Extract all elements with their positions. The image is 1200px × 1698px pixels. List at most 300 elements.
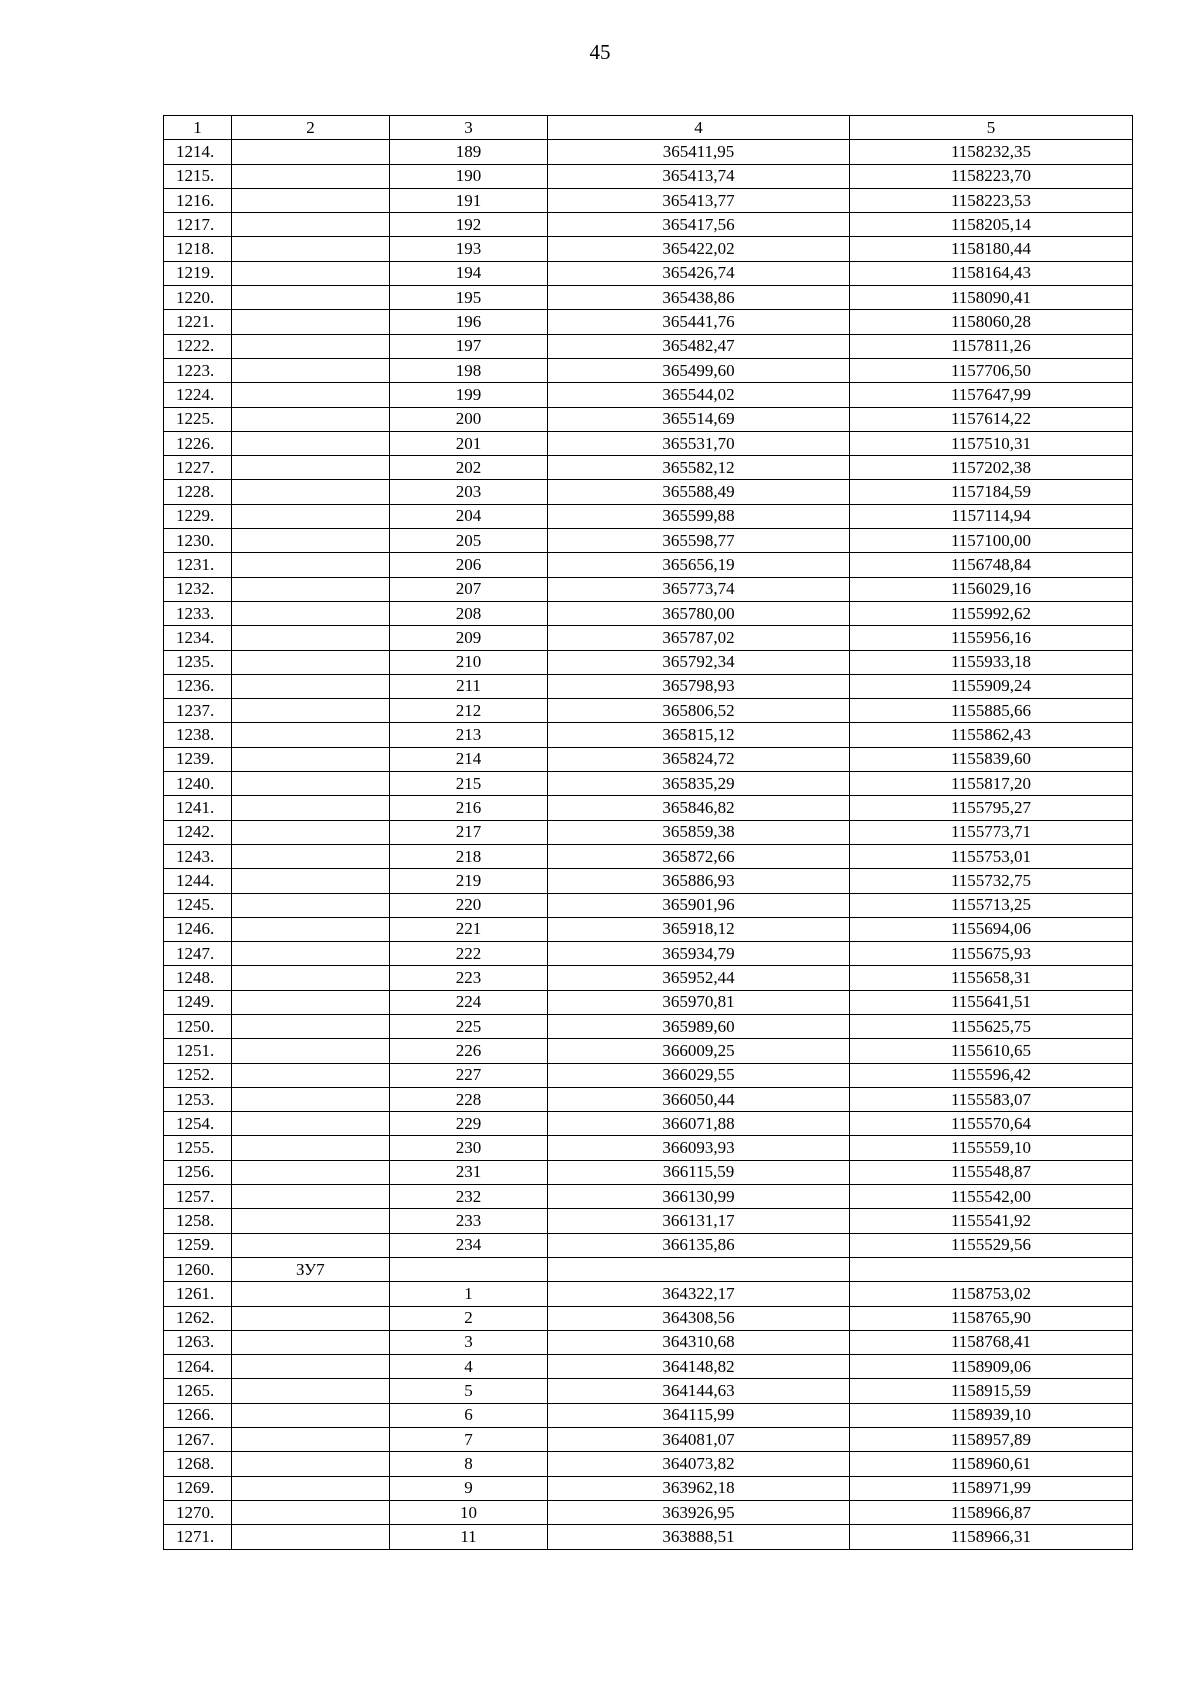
point-number-cell: 218 bbox=[390, 844, 548, 868]
table-body bbox=[164, 140, 1133, 1549]
plot-label-cell bbox=[232, 1063, 390, 1087]
x-coordinate-cell: 365413,77 bbox=[548, 188, 850, 212]
point-number-cell: 221 bbox=[390, 917, 548, 941]
x-coordinate-cell: 364148,82 bbox=[548, 1355, 850, 1379]
plot-label-cell bbox=[232, 1306, 390, 1330]
y-coordinate-cell: 1158164,43 bbox=[850, 261, 1133, 285]
table-row bbox=[164, 1452, 1133, 1476]
row-number-cell: 1223. bbox=[164, 358, 232, 382]
table-row bbox=[164, 1233, 1133, 1257]
y-coordinate-cell: 1158180,44 bbox=[850, 237, 1133, 261]
row-number-cell: 1240. bbox=[164, 772, 232, 796]
plot-label-cell bbox=[232, 1136, 390, 1160]
point-number-cell: 229 bbox=[390, 1112, 548, 1136]
y-coordinate-cell: 1155529,56 bbox=[850, 1233, 1133, 1257]
point-number-cell: 8 bbox=[390, 1452, 548, 1476]
row-number-cell: 1268. bbox=[164, 1452, 232, 1476]
row-number-cell: 1262. bbox=[164, 1306, 232, 1330]
table-row bbox=[164, 820, 1133, 844]
y-coordinate-cell: 1158768,41 bbox=[850, 1330, 1133, 1354]
plot-label-cell bbox=[232, 1403, 390, 1427]
point-number-cell: 227 bbox=[390, 1063, 548, 1087]
plot-label-cell bbox=[232, 650, 390, 674]
point-number-cell: 208 bbox=[390, 601, 548, 625]
y-coordinate-cell: 1158915,59 bbox=[850, 1379, 1133, 1403]
y-coordinate-cell: 1155583,07 bbox=[850, 1087, 1133, 1111]
y-coordinate-cell: 1155992,62 bbox=[850, 601, 1133, 625]
row-number-cell: 1248. bbox=[164, 966, 232, 990]
point-number-cell: 11 bbox=[390, 1525, 548, 1549]
point-number-cell: 199 bbox=[390, 383, 548, 407]
column-header: 3 bbox=[390, 116, 548, 140]
y-coordinate-cell: 1156748,84 bbox=[850, 553, 1133, 577]
plot-label-cell bbox=[232, 820, 390, 844]
x-coordinate-cell: 364308,56 bbox=[548, 1306, 850, 1330]
x-coordinate-cell: 365411,95 bbox=[548, 140, 850, 164]
table-row bbox=[164, 334, 1133, 358]
table-row bbox=[164, 990, 1133, 1014]
row-number-cell: 1229. bbox=[164, 504, 232, 528]
table-row bbox=[164, 286, 1133, 310]
x-coordinate-cell: 363962,18 bbox=[548, 1476, 850, 1500]
y-coordinate-cell: 1155795,27 bbox=[850, 796, 1133, 820]
table-row bbox=[164, 553, 1133, 577]
x-coordinate-cell: 365989,60 bbox=[548, 1014, 850, 1038]
table-row bbox=[164, 747, 1133, 771]
y-coordinate-cell: 1157510,31 bbox=[850, 431, 1133, 455]
x-coordinate-cell: 365773,74 bbox=[548, 577, 850, 601]
table-row bbox=[164, 699, 1133, 723]
x-coordinate-cell: 366131,17 bbox=[548, 1209, 850, 1233]
point-number-cell: 204 bbox=[390, 504, 548, 528]
row-number-cell: 1236. bbox=[164, 674, 232, 698]
table-row bbox=[164, 213, 1133, 237]
table-row bbox=[164, 383, 1133, 407]
x-coordinate-cell: 364144,63 bbox=[548, 1379, 850, 1403]
row-number-cell: 1260. bbox=[164, 1257, 232, 1281]
point-number-cell: 198 bbox=[390, 358, 548, 382]
coordinates-table bbox=[163, 115, 1133, 1550]
table-row bbox=[164, 601, 1133, 625]
x-coordinate-cell: 365952,44 bbox=[548, 966, 850, 990]
y-coordinate-cell: 1155548,87 bbox=[850, 1160, 1133, 1184]
y-coordinate-cell: 1157202,38 bbox=[850, 456, 1133, 480]
plot-label-cell bbox=[232, 213, 390, 237]
y-coordinate-cell: 1158960,61 bbox=[850, 1452, 1133, 1476]
plot-label-cell bbox=[232, 1355, 390, 1379]
y-coordinate-cell bbox=[850, 1257, 1133, 1281]
point-number-cell: 232 bbox=[390, 1185, 548, 1209]
point-number-cell bbox=[390, 1257, 548, 1281]
x-coordinate-cell: 365417,56 bbox=[548, 213, 850, 237]
row-number-cell: 1263. bbox=[164, 1330, 232, 1354]
row-number-cell: 1218. bbox=[164, 237, 232, 261]
x-coordinate-cell: 365780,00 bbox=[548, 601, 850, 625]
point-number-cell: 191 bbox=[390, 188, 548, 212]
x-coordinate-cell: 365656,19 bbox=[548, 553, 850, 577]
table-row bbox=[164, 1112, 1133, 1136]
y-coordinate-cell: 1155596,42 bbox=[850, 1063, 1133, 1087]
table-row bbox=[164, 772, 1133, 796]
row-number-cell: 1228. bbox=[164, 480, 232, 504]
x-coordinate-cell: 365438,86 bbox=[548, 286, 850, 310]
point-number-cell: 5 bbox=[390, 1379, 548, 1403]
x-coordinate-cell: 366093,93 bbox=[548, 1136, 850, 1160]
plot-label-cell bbox=[232, 601, 390, 625]
y-coordinate-cell: 1155694,06 bbox=[850, 917, 1133, 941]
x-coordinate-cell: 365859,38 bbox=[548, 820, 850, 844]
plot-label-cell bbox=[232, 1476, 390, 1500]
x-coordinate-cell: 365901,96 bbox=[548, 893, 850, 917]
y-coordinate-cell: 1155713,25 bbox=[850, 893, 1133, 917]
table-row bbox=[164, 1063, 1133, 1087]
row-number-cell: 1214. bbox=[164, 140, 232, 164]
y-coordinate-cell: 1155753,01 bbox=[850, 844, 1133, 868]
plot-label-cell bbox=[232, 383, 390, 407]
row-number-cell: 1242. bbox=[164, 820, 232, 844]
point-number-cell: 216 bbox=[390, 796, 548, 820]
column-header: 1 bbox=[164, 116, 232, 140]
point-number-cell: 197 bbox=[390, 334, 548, 358]
y-coordinate-cell: 1158909,06 bbox=[850, 1355, 1133, 1379]
x-coordinate-cell: 364322,17 bbox=[548, 1282, 850, 1306]
y-coordinate-cell: 1155885,66 bbox=[850, 699, 1133, 723]
y-coordinate-cell: 1155839,60 bbox=[850, 747, 1133, 771]
point-number-cell: 200 bbox=[390, 407, 548, 431]
row-number-cell: 1235. bbox=[164, 650, 232, 674]
row-number-cell: 1215. bbox=[164, 164, 232, 188]
table-row bbox=[164, 796, 1133, 820]
table-row bbox=[164, 1014, 1133, 1038]
x-coordinate-cell: 364115,99 bbox=[548, 1403, 850, 1427]
x-coordinate-cell: 364310,68 bbox=[548, 1330, 850, 1354]
y-coordinate-cell: 1155909,24 bbox=[850, 674, 1133, 698]
point-number-cell: 2 bbox=[390, 1306, 548, 1330]
y-coordinate-cell: 1158966,87 bbox=[850, 1500, 1133, 1524]
x-coordinate-cell: 366009,25 bbox=[548, 1039, 850, 1063]
row-number-cell: 1220. bbox=[164, 286, 232, 310]
plot-label-cell bbox=[232, 1112, 390, 1136]
table-row bbox=[164, 942, 1133, 966]
point-number-cell: 7 bbox=[390, 1428, 548, 1452]
plot-label-cell bbox=[232, 334, 390, 358]
y-coordinate-cell: 1158223,53 bbox=[850, 188, 1133, 212]
table-row bbox=[164, 261, 1133, 285]
row-number-cell: 1271. bbox=[164, 1525, 232, 1549]
plot-label-cell: ЗУ7 bbox=[232, 1257, 390, 1281]
point-number-cell: 195 bbox=[390, 286, 548, 310]
x-coordinate-cell: 365499,60 bbox=[548, 358, 850, 382]
y-coordinate-cell: 1158966,31 bbox=[850, 1525, 1133, 1549]
point-number-cell: 206 bbox=[390, 553, 548, 577]
point-number-cell: 192 bbox=[390, 213, 548, 237]
table-row bbox=[164, 140, 1133, 164]
x-coordinate-cell: 365886,93 bbox=[548, 869, 850, 893]
plot-label-cell bbox=[232, 966, 390, 990]
row-number-cell: 1259. bbox=[164, 1233, 232, 1257]
y-coordinate-cell: 1155675,93 bbox=[850, 942, 1133, 966]
y-coordinate-cell: 1157184,59 bbox=[850, 480, 1133, 504]
table-row bbox=[164, 1257, 1133, 1281]
row-number-cell: 1234. bbox=[164, 626, 232, 650]
x-coordinate-cell: 366130,99 bbox=[548, 1185, 850, 1209]
row-number-cell: 1265. bbox=[164, 1379, 232, 1403]
plot-label-cell bbox=[232, 480, 390, 504]
table-row bbox=[164, 358, 1133, 382]
table-row bbox=[164, 480, 1133, 504]
point-number-cell: 230 bbox=[390, 1136, 548, 1160]
y-coordinate-cell: 1156029,16 bbox=[850, 577, 1133, 601]
row-number-cell: 1255. bbox=[164, 1136, 232, 1160]
row-number-cell: 1253. bbox=[164, 1087, 232, 1111]
x-coordinate-cell: 365792,34 bbox=[548, 650, 850, 674]
plot-label-cell bbox=[232, 358, 390, 382]
table-row bbox=[164, 310, 1133, 334]
row-number-cell: 1257. bbox=[164, 1185, 232, 1209]
x-coordinate-cell: 365582,12 bbox=[548, 456, 850, 480]
x-coordinate-cell: 365918,12 bbox=[548, 917, 850, 941]
row-number-cell: 1270. bbox=[164, 1500, 232, 1524]
x-coordinate-cell: 365599,88 bbox=[548, 504, 850, 528]
row-number-cell: 1249. bbox=[164, 990, 232, 1014]
point-number-cell: 194 bbox=[390, 261, 548, 285]
point-number-cell: 201 bbox=[390, 431, 548, 455]
plot-label-cell bbox=[232, 164, 390, 188]
x-coordinate-cell: 365598,77 bbox=[548, 529, 850, 553]
y-coordinate-cell: 1155570,64 bbox=[850, 1112, 1133, 1136]
plot-label-cell bbox=[232, 674, 390, 698]
table-row bbox=[164, 626, 1133, 650]
plot-label-cell bbox=[232, 310, 390, 334]
row-number-cell: 1246. bbox=[164, 917, 232, 941]
y-coordinate-cell: 1158223,70 bbox=[850, 164, 1133, 188]
plot-label-cell bbox=[232, 844, 390, 868]
point-number-cell: 210 bbox=[390, 650, 548, 674]
point-number-cell: 234 bbox=[390, 1233, 548, 1257]
x-coordinate-cell: 363926,95 bbox=[548, 1500, 850, 1524]
point-number-cell: 203 bbox=[390, 480, 548, 504]
table-row bbox=[164, 1428, 1133, 1452]
plot-label-cell bbox=[232, 1428, 390, 1452]
point-number-cell: 225 bbox=[390, 1014, 548, 1038]
plot-label-cell bbox=[232, 1014, 390, 1038]
plot-label-cell bbox=[232, 504, 390, 528]
table-row bbox=[164, 1525, 1133, 1549]
y-coordinate-cell: 1155862,43 bbox=[850, 723, 1133, 747]
y-coordinate-cell: 1158205,14 bbox=[850, 213, 1133, 237]
y-coordinate-cell: 1158753,02 bbox=[850, 1282, 1133, 1306]
y-coordinate-cell: 1157706,50 bbox=[850, 358, 1133, 382]
y-coordinate-cell: 1155610,65 bbox=[850, 1039, 1133, 1063]
row-number-cell: 1251. bbox=[164, 1039, 232, 1063]
table-row bbox=[164, 1160, 1133, 1184]
row-number-cell: 1225. bbox=[164, 407, 232, 431]
plot-label-cell bbox=[232, 1209, 390, 1233]
plot-label-cell bbox=[232, 529, 390, 553]
column-header: 4 bbox=[548, 116, 850, 140]
x-coordinate-cell: 365806,52 bbox=[548, 699, 850, 723]
row-number-cell: 1243. bbox=[164, 844, 232, 868]
y-coordinate-cell: 1155641,51 bbox=[850, 990, 1133, 1014]
y-coordinate-cell: 1157811,26 bbox=[850, 334, 1133, 358]
table-row bbox=[164, 431, 1133, 455]
table-row bbox=[164, 1500, 1133, 1524]
plot-label-cell bbox=[232, 237, 390, 261]
row-number-cell: 1244. bbox=[164, 869, 232, 893]
table-row bbox=[164, 456, 1133, 480]
x-coordinate-cell: 365441,76 bbox=[548, 310, 850, 334]
table-row bbox=[164, 844, 1133, 868]
y-coordinate-cell: 1158060,28 bbox=[850, 310, 1133, 334]
table-row bbox=[164, 1355, 1133, 1379]
plot-label-cell bbox=[232, 1452, 390, 1476]
row-number-cell: 1252. bbox=[164, 1063, 232, 1087]
point-number-cell: 9 bbox=[390, 1476, 548, 1500]
point-number-cell: 207 bbox=[390, 577, 548, 601]
plot-label-cell bbox=[232, 1282, 390, 1306]
plot-label-cell bbox=[232, 188, 390, 212]
point-number-cell: 214 bbox=[390, 747, 548, 771]
point-number-cell: 223 bbox=[390, 966, 548, 990]
y-coordinate-cell: 1157114,94 bbox=[850, 504, 1133, 528]
row-number-cell: 1250. bbox=[164, 1014, 232, 1038]
table-row bbox=[164, 893, 1133, 917]
table-row bbox=[164, 1087, 1133, 1111]
row-number-cell: 1232. bbox=[164, 577, 232, 601]
point-number-cell: 233 bbox=[390, 1209, 548, 1233]
table-row bbox=[164, 407, 1133, 431]
x-coordinate-cell: 365824,72 bbox=[548, 747, 850, 771]
y-coordinate-cell: 1158765,90 bbox=[850, 1306, 1133, 1330]
x-coordinate-cell: 365422,02 bbox=[548, 237, 850, 261]
x-coordinate-cell: 365413,74 bbox=[548, 164, 850, 188]
x-coordinate-cell: 364073,82 bbox=[548, 1452, 850, 1476]
point-number-cell: 190 bbox=[390, 164, 548, 188]
plot-label-cell bbox=[232, 772, 390, 796]
point-number-cell: 213 bbox=[390, 723, 548, 747]
plot-label-cell bbox=[232, 553, 390, 577]
row-number-cell: 1230. bbox=[164, 529, 232, 553]
plot-label-cell bbox=[232, 1087, 390, 1111]
x-coordinate-cell: 365815,12 bbox=[548, 723, 850, 747]
plot-label-cell bbox=[232, 431, 390, 455]
x-coordinate-cell: 365588,49 bbox=[548, 480, 850, 504]
point-number-cell: 220 bbox=[390, 893, 548, 917]
point-number-cell: 211 bbox=[390, 674, 548, 698]
table-row bbox=[164, 1476, 1133, 1500]
row-number-cell: 1239. bbox=[164, 747, 232, 771]
table-row bbox=[164, 1209, 1133, 1233]
y-coordinate-cell: 1157100,00 bbox=[850, 529, 1133, 553]
point-number-cell: 209 bbox=[390, 626, 548, 650]
point-number-cell: 189 bbox=[390, 140, 548, 164]
table-row bbox=[164, 237, 1133, 261]
row-number-cell: 1247. bbox=[164, 942, 232, 966]
plot-label-cell bbox=[232, 796, 390, 820]
table-row bbox=[164, 723, 1133, 747]
row-number-cell: 1245. bbox=[164, 893, 232, 917]
point-number-cell: 205 bbox=[390, 529, 548, 553]
x-coordinate-cell: 365934,79 bbox=[548, 942, 850, 966]
row-number-cell: 1233. bbox=[164, 601, 232, 625]
y-coordinate-cell: 1158939,10 bbox=[850, 1403, 1133, 1427]
row-number-cell: 1258. bbox=[164, 1209, 232, 1233]
y-coordinate-cell: 1157614,22 bbox=[850, 407, 1133, 431]
row-number-cell: 1269. bbox=[164, 1476, 232, 1500]
plot-label-cell bbox=[232, 869, 390, 893]
plot-label-cell bbox=[232, 1039, 390, 1063]
plot-label-cell bbox=[232, 286, 390, 310]
table-row bbox=[164, 1282, 1133, 1306]
table-row bbox=[164, 1330, 1133, 1354]
plot-label-cell bbox=[232, 577, 390, 601]
row-number-cell: 1266. bbox=[164, 1403, 232, 1427]
point-number-cell: 219 bbox=[390, 869, 548, 893]
x-coordinate-cell: 365970,81 bbox=[548, 990, 850, 1014]
point-number-cell: 196 bbox=[390, 310, 548, 334]
y-coordinate-cell: 1155559,10 bbox=[850, 1136, 1133, 1160]
point-number-cell: 217 bbox=[390, 820, 548, 844]
page-number: 45 bbox=[589, 40, 611, 64]
point-number-cell: 202 bbox=[390, 456, 548, 480]
plot-label-cell bbox=[232, 407, 390, 431]
row-number-cell: 1222. bbox=[164, 334, 232, 358]
x-coordinate-cell: 364081,07 bbox=[548, 1428, 850, 1452]
point-number-cell: 222 bbox=[390, 942, 548, 966]
row-number-cell: 1241. bbox=[164, 796, 232, 820]
x-coordinate-cell: 365514,69 bbox=[548, 407, 850, 431]
table-row bbox=[164, 650, 1133, 674]
plot-label-cell bbox=[232, 893, 390, 917]
point-number-cell: 4 bbox=[390, 1355, 548, 1379]
row-number-cell: 1221. bbox=[164, 310, 232, 334]
row-number-cell: 1219. bbox=[164, 261, 232, 285]
table-row bbox=[164, 1136, 1133, 1160]
table-row bbox=[164, 1306, 1133, 1330]
point-number-cell: 224 bbox=[390, 990, 548, 1014]
row-number-cell: 1264. bbox=[164, 1355, 232, 1379]
y-coordinate-cell: 1155933,18 bbox=[850, 650, 1133, 674]
row-number-cell: 1226. bbox=[164, 431, 232, 455]
plot-label-cell bbox=[232, 1525, 390, 1549]
x-coordinate-cell: 366029,55 bbox=[548, 1063, 850, 1087]
y-coordinate-cell: 1155541,92 bbox=[850, 1209, 1133, 1233]
row-number-cell: 1237. bbox=[164, 699, 232, 723]
x-coordinate-cell: 365544,02 bbox=[548, 383, 850, 407]
row-number-cell: 1216. bbox=[164, 188, 232, 212]
table-row bbox=[164, 1039, 1133, 1063]
table-row bbox=[164, 917, 1133, 941]
row-number-cell: 1238. bbox=[164, 723, 232, 747]
x-coordinate-cell: 365426,74 bbox=[548, 261, 850, 285]
plot-label-cell bbox=[232, 1500, 390, 1524]
row-number-cell: 1227. bbox=[164, 456, 232, 480]
x-coordinate-cell: 365531,70 bbox=[548, 431, 850, 455]
plot-label-cell bbox=[232, 1160, 390, 1184]
y-coordinate-cell: 1158232,35 bbox=[850, 140, 1133, 164]
plot-label-cell bbox=[232, 942, 390, 966]
y-coordinate-cell: 1157647,99 bbox=[850, 383, 1133, 407]
x-coordinate-cell: 365482,47 bbox=[548, 334, 850, 358]
x-coordinate-cell: 366135,86 bbox=[548, 1233, 850, 1257]
table-row bbox=[164, 529, 1133, 553]
column-header: 5 bbox=[850, 116, 1133, 140]
table-row bbox=[164, 869, 1133, 893]
plot-label-cell bbox=[232, 1379, 390, 1403]
plot-label-cell bbox=[232, 456, 390, 480]
point-number-cell: 228 bbox=[390, 1087, 548, 1111]
table-header-row bbox=[164, 116, 1133, 140]
